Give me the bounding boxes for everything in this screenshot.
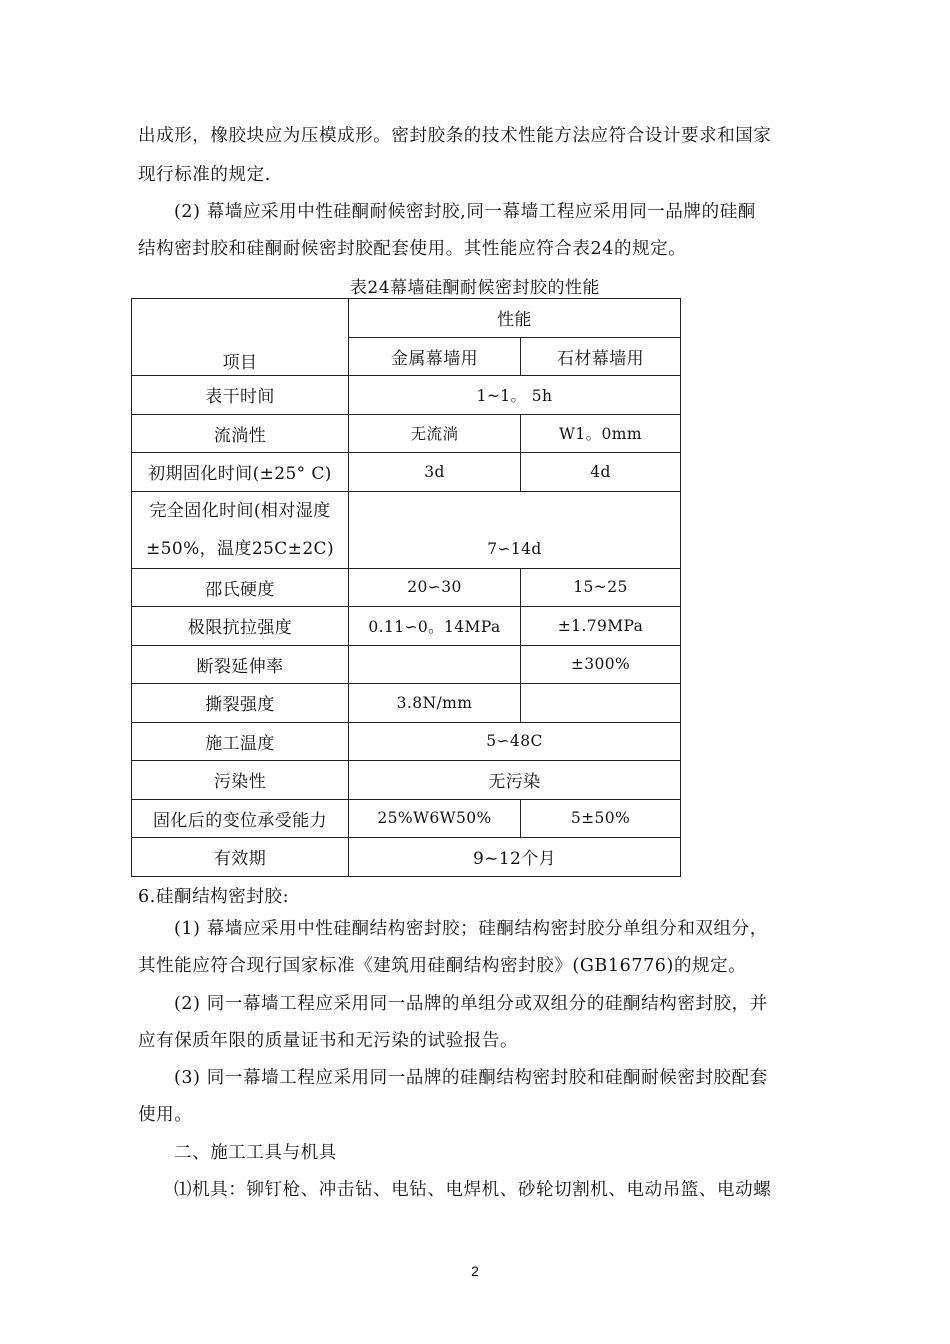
table-row (132, 568, 681, 607)
row-value-metal: 3.8N/mm (349, 684, 521, 723)
row-item (132, 491, 349, 568)
row-value-metal: 20∽30 (349, 568, 521, 607)
body-line: (3) 同一幕墙工程应采用同一品牌的硅酮结构密封胶和硅酮耐候密封胶配套 (174, 1068, 768, 1088)
header-stone-curtain-wall: 石材幕墙用 (521, 337, 681, 376)
table-row (132, 761, 681, 800)
row-value-stone (521, 684, 681, 723)
row-value-stone: 15~25 (521, 568, 681, 607)
row-value-stone: W1。0mm (521, 414, 681, 453)
row-value: 1~1。 5h (349, 376, 681, 415)
table-row (132, 799, 681, 838)
row-value-stone: 5±50% (521, 799, 681, 838)
row-item-line: ±50%，温度25C±2C) (146, 538, 334, 559)
row-item: 初期固化时间(±25° C) (132, 453, 349, 492)
row-item: 施工温度 (132, 722, 349, 761)
page-number: 2 (471, 1263, 479, 1279)
row-item: 有效期 (132, 838, 349, 877)
table-row (132, 453, 681, 492)
body-line: (2) 幕墙应采用中性硅酮耐候密封胶,同一幕墙工程应采用同一品牌的硅酮 (174, 202, 756, 222)
body-line: (2) 同一幕墙工程应采用同一品牌的单组分或双组分的硅酮结构密封胶，并 (174, 994, 768, 1014)
row-value: 7∽14d (349, 491, 681, 568)
body-line: 应有保质年限的质量证书和无污染的试验报告。 (138, 1031, 519, 1051)
row-item: 断裂延伸率 (132, 645, 349, 684)
section-heading: 6.硅酮结构密封胶: (138, 887, 290, 907)
table-row (132, 645, 681, 684)
header-item: 项目 (132, 299, 349, 376)
table-row (132, 607, 681, 646)
section-heading: 二、施工工具与机具 (174, 1143, 337, 1163)
body-line: 出成形，橡胶块应为压模成形。密封胶条的技术性能方法应符合设计要求和国家 (138, 126, 772, 146)
header-metal-curtain-wall: 金属幕墙用 (349, 337, 521, 376)
row-item-line: 完全固化时间(相对湿度 (149, 500, 331, 521)
row-value-metal: 0.11∽0。14MPa (349, 607, 521, 646)
table-row (132, 414, 681, 453)
body-line: (1) 幕墙应采用中性硅酮结构密封胶；硅酮结构密封胶分单组分和双组分， (174, 919, 768, 939)
row-item: 流淌性 (132, 414, 349, 453)
row-value: 无污染 (349, 761, 681, 800)
body-line: 现行标准的规定. (138, 165, 271, 185)
row-value-stone: ±300% (521, 645, 681, 684)
table-row (132, 684, 681, 723)
row-value-metal (349, 645, 521, 684)
table-row (132, 838, 681, 877)
performance-table (131, 298, 681, 877)
table-row (132, 376, 681, 415)
table-caption: 表24幕墙硅酮耐候密封胶的性能 (349, 278, 601, 298)
body-line: 结构密封胶和硅酮耐候密封胶配套使用。其性能应符合表24的规定。 (138, 239, 687, 259)
row-item: 表干时间 (132, 376, 349, 415)
table-row (132, 491, 681, 568)
row-value-metal: 无流淌 (349, 414, 521, 453)
row-value: 5∽48C (349, 722, 681, 761)
row-item: 污染性 (132, 761, 349, 800)
header-performance: 性能 (349, 299, 681, 338)
row-item: 撕裂强度 (132, 684, 349, 723)
row-value: 9~12个月 (349, 838, 681, 877)
row-item: 邵氏硬度 (132, 568, 349, 607)
row-value-metal: 3d (349, 453, 521, 492)
row-item: 极限抗拉强度 (132, 607, 349, 646)
body-line: 使用。 (138, 1105, 193, 1125)
row-value-stone: 4d (521, 453, 681, 492)
body-line: ⑴机具：铆钉枪、冲击钻、电钻、电焊机、砂轮切割机、电动吊篮、电动螺 (174, 1180, 772, 1200)
row-value-metal: 25%W6W50% (349, 799, 521, 838)
table-row (132, 722, 681, 761)
row-item: 固化后的变位承受能力 (132, 799, 349, 838)
body-line: 其性能应符合现行国家标准《建筑用硅酮结构密封胶》(GB16776)的规定。 (138, 956, 747, 976)
row-value-stone: ±1.79MPa (521, 607, 681, 646)
